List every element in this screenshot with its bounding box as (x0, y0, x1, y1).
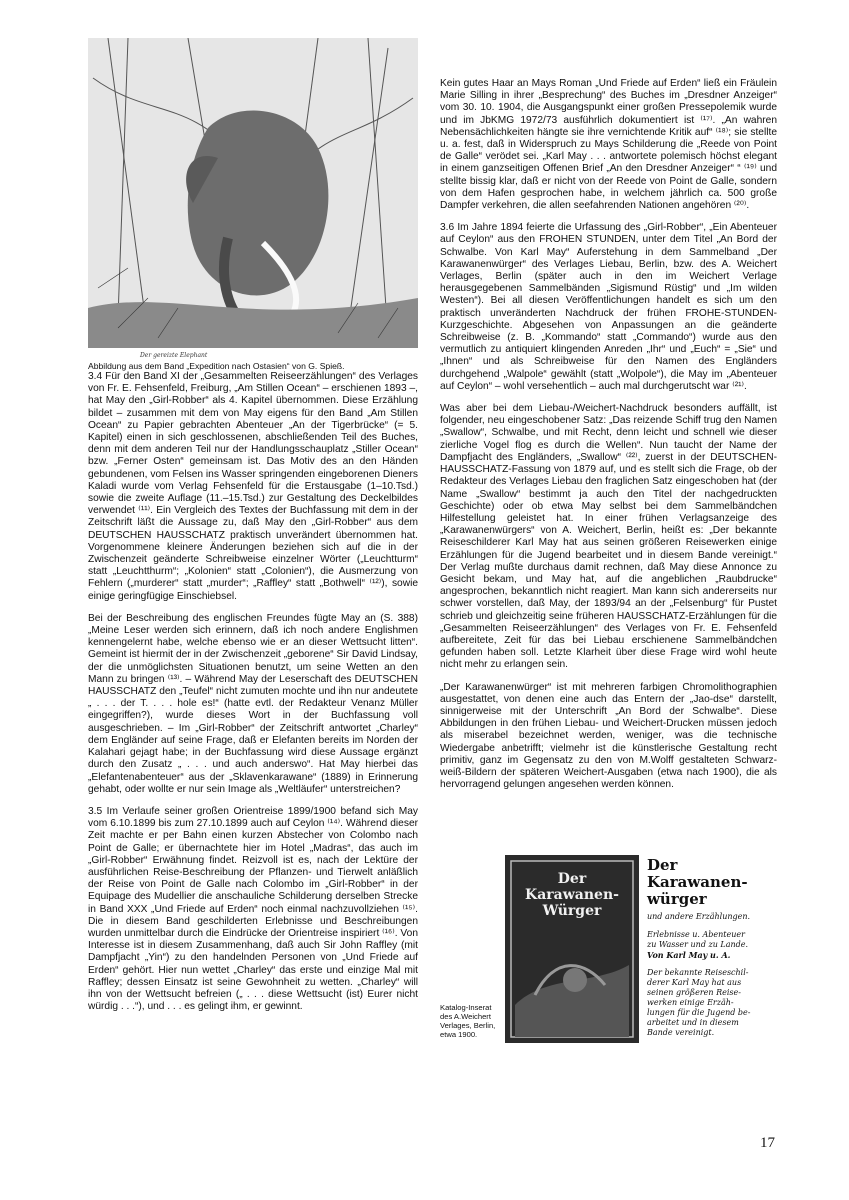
advertisement-line: Erlebnisse u. Abenteuer (647, 930, 745, 939)
elephant-engraving (88, 38, 418, 348)
figure-caption: Abbildung aus dem Band „Expedition nach Ostasien“ von G. Spieß. (88, 361, 345, 371)
figure-inner-caption: Der gereizte Elephant (140, 352, 208, 359)
advertisement-line: seinen größeren Reise- (647, 988, 741, 997)
paragraph-karawanenwuerger: „Der Karawanenwürger“ ist mit mehreren farbigen Chromolithographien ausgestattet, von denen eine auch das Entern der „Jao-dse“ darstellt, sinnigerweise mit der Unterschrift „An Bord der Schwalbe“. Diese Abbildungen in den frühen Liebau- und Weichert-Drucken müssen jedoch als miserabel bezeichnet werden, weniger, was die technische Wiedergabe anbetrifft; vielmehr ist die künstlerische Gestaltung recht primitiv, ganz im Gegensatz zu den von M.Wolff gestalteten Schwarz-weiß-Bildern der späteren Weichert-Ausgaben (etwa nach 1900), die als hervorragend gelungen angesehen werden können. (440, 681, 777, 791)
advertisement-text (647, 857, 779, 1038)
paragraph-3-4: 3.4 Für den Band XI der „Gesammelten Reiseerzählungen“ des Verlages von Fr. E. Fehsenfeld, Freiburg, „Am Stillen Ocean“ – erschienen 1893 –, hat May den „Girl-Robber“ als 4. Kapitel übernommen. Diese Erzählung bildet – zusammen mit dem von May eigens für den Band „Am Stillen Ocean“ zu Papier gebrachten Abenteuer „An der Tigerbrücke“ (= 5. Kapitel) einen in sich geschlossenen, abschließenden Teil des Buches, denn mit dem anderen Teil nur der Handlungsschauplatz „Stiller Ocean“ bzw. „Ferner Osten“ gemeinsam ist. Das Motiv des an den Händen gebundenen, vom Felsen ins Wasser springenden eingeborenen Dieners Kaladi wurde vom Verlag Fehsenfeld für die Erstausgabe (1–10.Tsd.) sowie die zweite Auflage (11.–15.Tsd.) zur Gestaltung des Deckelbildes verwendet ⁽¹¹⁾. Ein Vergleich des Textes der Buchfassung mit dem in der Zeitschrift läßt die Aussage zu, daß May den „Girl-Robber“ aus dem DEUTSCHEN HAUSSCHATZ praktisch unverändert übernommen hat. Vorgenommene kleinere Änderungen beziehen sich auf die in der Zwischenzeit geänderte Schreibweise einzelner Wörter („Leuchtturm“ statt „Leuchtthurm“; „Kolonien“ statt „Colonien“), die Ausmerzung von Fehlern („murderer“ statt „murder“; „Raffley“ statt „Bothwell“ ⁽¹²⁾), sowie einige geringfügige Einschiebsel. (88, 371, 418, 602)
right-column (440, 78, 777, 801)
paragraph-dresdner-anzeiger: Kein gutes Haar an Mays Roman „Und Friede auf Erden“ ließ ein Fräulein Marie Silling in ihrer „Besprechung“ des Buches im „Dresdner Anzeiger“ vom 30. 10. 1904, die Ausgangspunkt einer großen Pressepolemik wurde und im JbKMG 1972/73 ausführlich dokumentiert ist ⁽¹⁷⁾. „An wahren Nebensächlichkeiten hängte sie ihre vernichtende Kritik auf“ ⁽¹⁸⁾; sie stellte u. a. fest, daß in Widerspruch zu Mays Schilderung die „Reede von Point de Galle“ verödet sei. „Karl May . . . antwortete polemisch höchst elegant in einem ganzseitigen Offenen Brief „An den Dresdner Anzeiger“ “ ⁽¹⁹⁾ und stellte bissig klar, daß er nicht von der Reede von Point de Galle, sondern von dem Hafen gesprochen habe, in welchem jährlich ca. 500 große Dampfer verkehren, die allen seefahrenden Nationen angehören ⁽²⁰⁾. (440, 78, 777, 212)
catalog-advertisement (505, 855, 777, 1045)
advertisement-line: Von Karl May u. A. (647, 950, 731, 960)
advertisement-line: lungen für die Jugend be- (647, 1008, 751, 1017)
advertisement-line: arbeitet und in diesem (647, 1018, 739, 1027)
paragraph-english-friend: Bei der Beschreibung des englischen Freundes fügte May an (S. 388) „Meine Leser werden sich erinnern, daß ich noch andere Englishmen kennengelernt habe, welche ebenso wie er an dieser Wettsucht litten“. Gemeint ist hiermit der in der Zwischenzeit „geborene“ Sir David Lindsay, der die unmöglichsten Situationen benutzt, um seine Wetten an den Mann zu bringen ⁽¹³⁾. – Während May der Leserschaft des DEUTSCHEN HAUSSCHATZ den „Teufel“ nicht zumuten mochte und ihn nur andeutete „ . . . der T. . . . hole es!“ (hatte evtl. der Redakteur Venanz Müller eingegriffen?), wurde dieses Wort in der Buchfassung voll ausgeschrieben. – Im „Girl-Robber“ der Zeitschrift antwortet „Charley“ dem Engländer auf seine Frage, daß er Elefanten bereits im Norden der Kalahari gejagt habe; in der Buchfassung wird diese Aussage ergänzt durch den Zusatz „ . . . und auch anderswo“. Hat May hierbei das „Elefantenabenteuer“ aus der „Sklavenkarawane“ (1889) in Erinnerung gehabt, oder wollte er nur sein Image als „Weltläufer“ unterstreichen? (88, 612, 418, 795)
advertisement-line: werken einige Erzäh- (647, 998, 734, 1007)
advertisement-title: Der Karawanen-würger (647, 856, 748, 908)
book-cover-title: Der Karawanen-Würger (525, 871, 619, 919)
advertisement-line: zu Wasser und zu Lande. (647, 940, 749, 949)
book-cover-image (505, 855, 639, 1043)
advertisement-line: Bande vereinigt. (647, 1028, 715, 1037)
paragraph-3-5: 3.5 Im Verlaufe seiner großen Orientreise 1899/1900 befand sich May vom 6.10.1899 bis zum 27.10.1899 auch auf Ceylon ⁽¹⁴⁾. Während dieser Zeit machte er per Bahn einen kurzen Abstecher von Colombo nach Point de Galle; er übernachtete hier im Hotel „Madras“, das auch im „Girl-Robber“ Erwähnung findet. Reizvoll ist es, nach der Lektüre der ausführlichen Reise-Beschreibung der Pflanzen- und Tierwelt anläßlich der Reise von Point de Galle nach Colombo im „Girl-Robber“ in der Equipage des Mudellier die anschauliche Schilderung derselben Strecke in Band XXX „Und Friede auf Erden“ noch einmal nachzuvollziehen ⁽¹⁵⁾. Die in diesem Band geschilderten Erlebnisse und Beschreibungen wurden unmittelbar durch die Eindrücke der Orientreise inspiriert ⁽¹⁶⁾. Von Interesse ist in diesem Zusammenhang, daß auch Sir John Raffley (mit Dampfjacht „Yin“) zu den handelnden Personen von „Und Friede auf Erden“ gehört. Hier nun wettet „Charley“ das erste und einzige Mal mit Raffley; dessen Einsatz ist seine Gewohnheit zu wetten. „Charley“ will ihn von der Wettsucht befreien („ . . . diese Wettsucht (ist) Eurer nicht würdig . . .“), und . . . es gelingt ihm, er gewinnt. (88, 805, 418, 1013)
left-column (88, 371, 418, 1023)
paragraph-3-6: 3.6 Im Jahre 1894 feierte die Urfassung des „Girl-Robber“, „Ein Abenteuer auf Ceylon“ aus den FROHEN STUNDEN, unter dem Titel „An Bord der Schwalbe. Von Karl May“ Auferstehung in dem Sammelband „Der Karawanenwürger“ des Verlages Liebau, Berlin, bzw. des A. Weichert Verlages, Berlin (später auch in den im Weichert Verlage herausgegebenen Sammelbänden „Sigismund Rüstig“ und „Im wilden Westen“). Bei all diesen Veröffentlichungen handelt es sich um den praktisch unveränderten Nachdruck der frühen FROHE-STUNDEN-Kurzgeschichte. Abgesehen von Anpassungen an die geänderte Schreibweise (z. B. „Kommando“ statt „Commando“) wurde aus den vermutlich zu antiquiert klingenden Anreden „Ihr“ und „Euch“ = „Sie“ und „Ihnen“ und als Schreibweise für den Namen des Engländers durchgehend „Walpole“ gewählt (statt „Wolpole“), die May im „Abenteuer auf Ceylon“ – wohl versehentlich – auch mal durchgerutscht war ⁽²¹⁾. (440, 222, 777, 392)
elephant-illustration (88, 38, 418, 348)
advertisement-line: und andere Erzählungen. (647, 912, 751, 921)
paragraph-liebau-weichert: Was aber bei dem Liebau-/Weichert-Nachdruck besonders auffällt, ist folgender, neu eingeschobener Satz: „Das reizende Schiff trug den Namen „Swallow“, Schwalbe, und mit Recht, denn leicht und schnell wie dieser zierliche Vogel flog es durch die Wellen“. Nun taucht der Name der Dampfjacht des Engländers, „Swallow“ ⁽²²⁾, zuerst in der DEUTSCHEN-HAUSSCHATZ-Fassung von 1879 auf, und es stellt sich die Frage, ob der Redakteur des Verlages Liebau den fraglichen Satz eingeschoben hat (der Name „Swallow“ bestimmt ja auch den Titel der nachgedruckten Geschichte) oder ob etwa May selbst bei dem Sammelbändchen Hilfestellung geleistet hat. In einer frühen Verlagsanzeige des „Karawanenwürgers“ von A. Weichert, Berlin, heißt es: „Der bekannte Reiseschilderer Karl May hat aus seinen größeren Reisewerken einige Erzählungen für die Jugend bearbeitet und in diesem Bande vereinigt.“ Der Verlag mußte durchaus damit rechnen, daß May diese Annonce zu Gesicht bekam, und May hat, auf die angeblichen „Raubdrucke“ angesprochen, bekanntlich nicht reagiert. Man kann sich andererseits nur schwer vorstellen, daß May, der 1893/94 an der „Felsenburg“ für Pustet schrieb und gleichzeitig seine früheren HAUSSCHATZ-Erzählungen für die „Gesammelten Reiseerzählungen“ des Verlages von Fr. E. Fehsenfeld aufbereitete, Zeit für das bei Liebau erschienene Sammelbändchen gefunden haben soll. Letzte Klarheit über diese Frage wird wohl heute nicht mehr zu erlangen sein. (440, 403, 777, 671)
advertisement-line: derer Karl May hat aus (647, 978, 742, 987)
advertisement-line: Der bekannte Reiseschil- (647, 968, 749, 977)
advertisement-caption: Katalog-Inserat des A.Weichert Verlages, Berlin, etwa 1900. (440, 1003, 496, 1039)
page-number: 17 (760, 1135, 775, 1151)
